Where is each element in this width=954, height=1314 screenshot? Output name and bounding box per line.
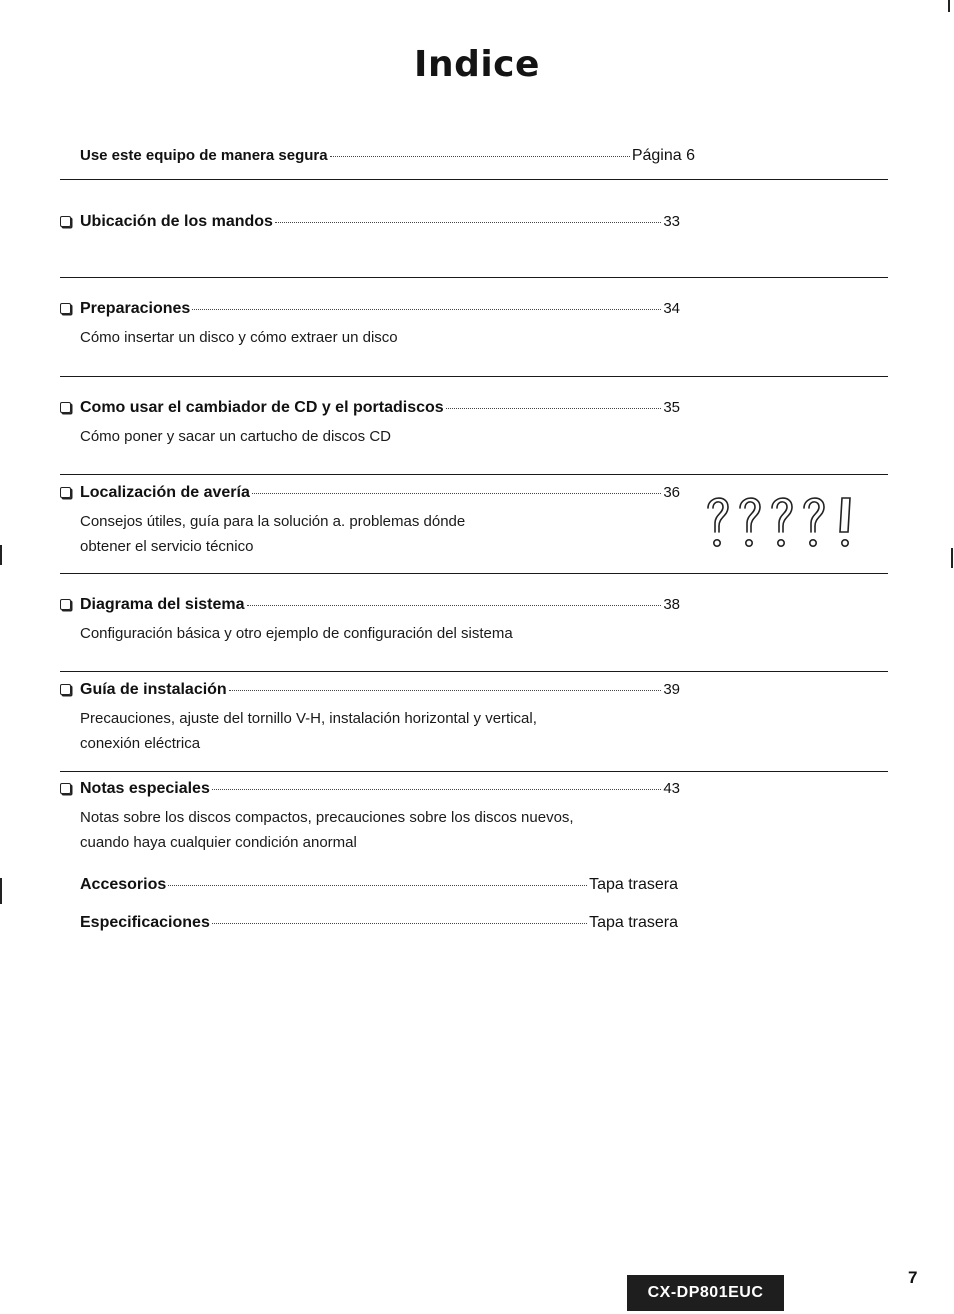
toc-entry-description: conexión eléctrica [80,735,201,752]
toc-entry-description: Configuración básica y otro ejemplo de configuración del sistema [80,625,513,642]
dot-leader [446,408,662,409]
toc-entry-description: obtener el servicio técnico [80,538,254,555]
toc-entry-page: 33 [663,213,680,230]
toc-entry-description: Cómo poner y sacar un cartucho de discos CD [80,428,391,445]
toc-entry-ubicacion[interactable] [60,213,680,231]
checkbox-icon [60,402,71,413]
toc-entry-page: Tapa trasera [589,876,678,893]
toc-entry-label: Ubicación de los mandos [80,213,273,230]
checkbox-icon [60,599,71,610]
toc-entry-description: Precauciones, ajuste del tornillo V-H, instalación horizontal y vertical, [80,710,537,727]
toc-entry-instalacion[interactable] [60,681,680,756]
toc-entry-label: Diagrama del sistema [80,596,245,613]
toc-entry-label: Guía de instalación [80,681,227,698]
dot-leader [252,493,661,494]
section-divider [60,671,888,672]
toc-entry-page: Tapa trasera [589,914,678,931]
toc-entry-page: 36 [663,484,680,501]
dot-leader [212,923,587,924]
section-divider [60,179,888,180]
section-divider [60,474,888,475]
toc-entry-diagrama[interactable] [60,596,680,646]
toc-intro-label: Use este equipo de manera segura [80,147,328,164]
scan-mark [951,548,953,568]
toc-entry-page: 35 [663,399,680,416]
toc-entry-description: Notas sobre los discos compactos, precauciones sobre los discos nuevos, [80,809,574,826]
toc-entry-averia[interactable] [60,484,680,559]
toc-entry-label: Notas especiales [80,780,210,797]
checkbox-icon [60,216,71,227]
toc-entry-preparaciones[interactable] [60,300,680,350]
toc-entry-page: 39 [663,681,680,698]
toc-entry-especificaciones[interactable] [80,914,678,932]
dot-leader [168,885,587,886]
toc-intro-page: Página 6 [631,147,695,164]
page-title: Indice [414,44,540,85]
toc-entry-label: Especificaciones [80,914,210,931]
dot-leader [330,156,630,157]
scan-mark [0,545,2,565]
toc-entry-label: Preparaciones [80,300,191,317]
toc-entry-accesorios[interactable] [80,876,678,894]
toc-entry-label: Localización de avería [80,484,250,501]
dot-leader [212,789,661,790]
toc-entry-label: Como usar el cambiador de CD y el portadiscos [80,399,444,416]
toc-entry-notas[interactable] [60,780,680,855]
section-divider [60,376,888,377]
toc-entry-page: 43 [663,780,680,797]
toc-entry-description: Consejos útiles, guía para la solución a. problemas dónde [80,513,466,530]
section-divider [60,771,888,772]
checkbox-icon [60,487,71,498]
toc-entry-page: 34 [663,300,680,317]
model-badge: CX-DP801EUC [627,1275,784,1311]
checkbox-icon [60,783,71,794]
section-divider [60,573,888,574]
dot-leader [275,222,661,223]
toc-entry-page: 38 [663,596,680,613]
toc-entry-description: cuando haya cualquier condición anormal [80,834,357,851]
toc-intro-entry[interactable] [80,147,695,165]
scan-mark [948,0,950,12]
question-marks-icon [702,490,862,552]
scan-mark [0,878,2,904]
toc-entry-description: Cómo insertar un disco y cómo extraer un disco [80,329,398,346]
toc-entry-label: Accesorios [80,876,167,893]
section-divider [60,277,888,278]
dot-leader [229,690,662,691]
dot-leader [192,309,661,310]
toc-entry-cambiador[interactable] [60,399,680,449]
dot-leader [247,605,662,606]
checkbox-icon [60,684,71,695]
page-number: 7 [908,1268,918,1287]
checkbox-icon [60,303,71,314]
